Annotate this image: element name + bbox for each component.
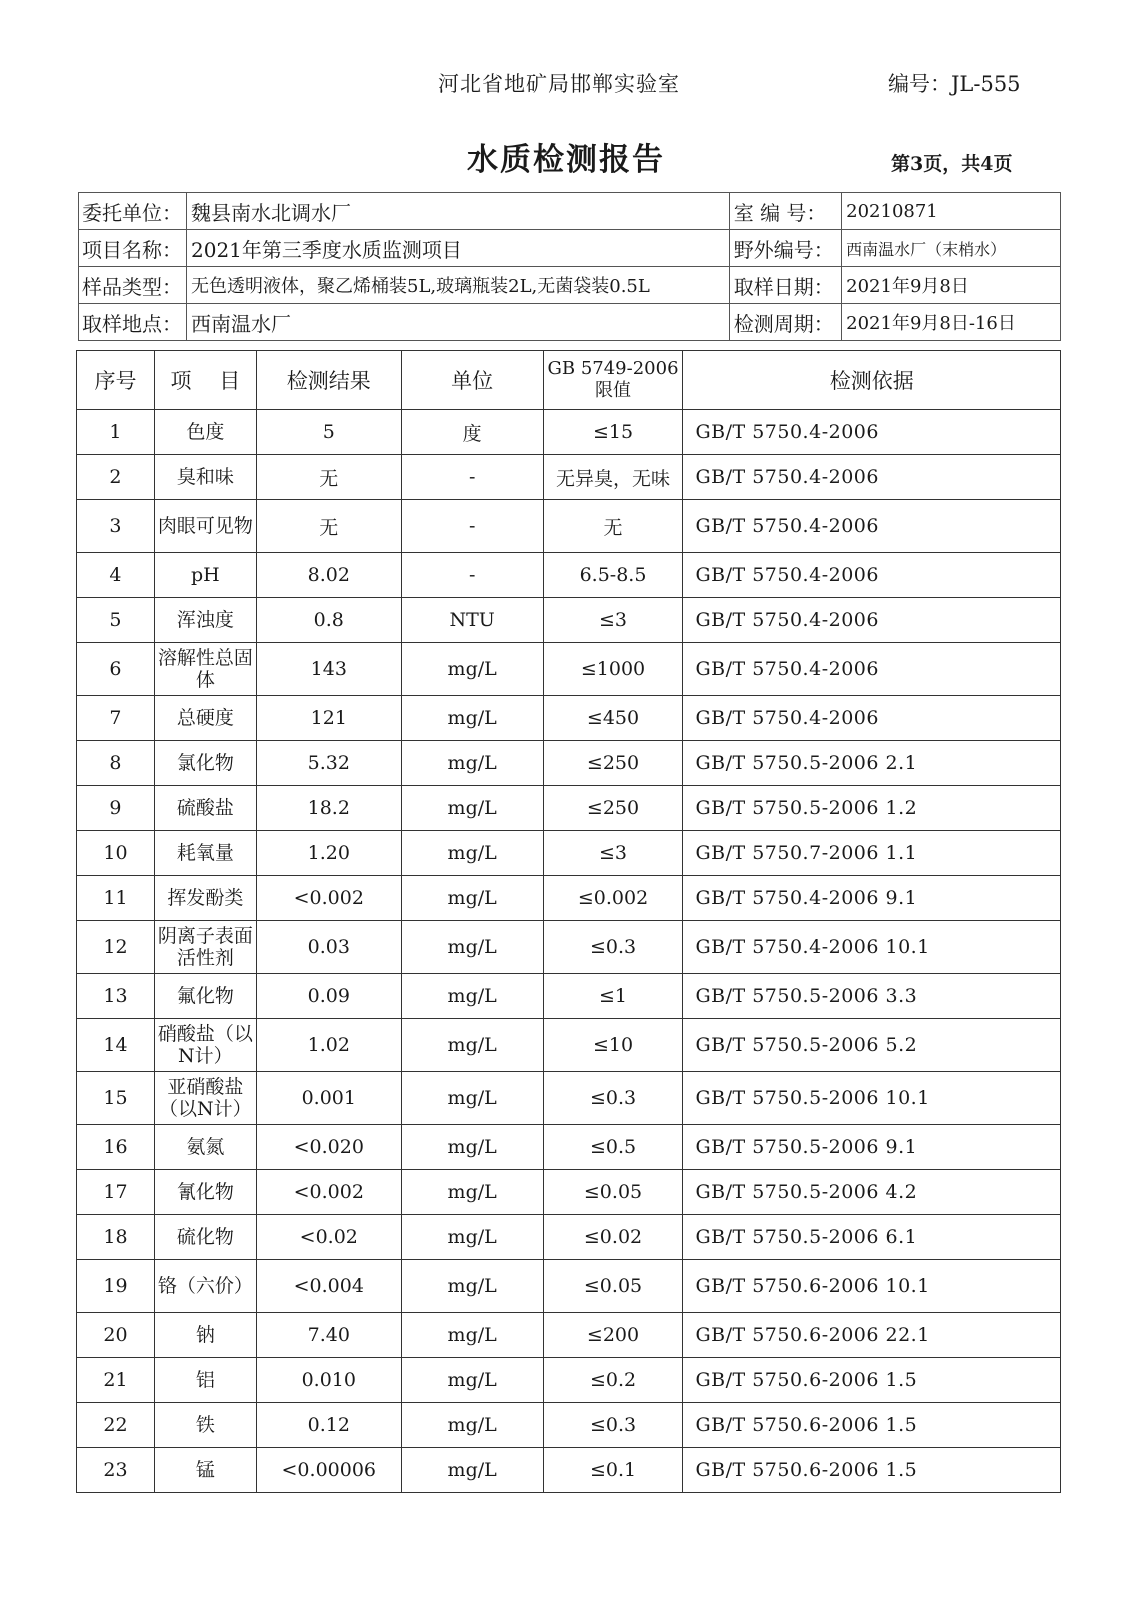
row-no: 6 — [77, 643, 155, 696]
row-item: 硫化物 — [154, 1215, 256, 1260]
header-unit: 单位 — [401, 351, 543, 410]
row-unit: mg/L — [401, 643, 543, 696]
row-result: <0.004 — [256, 1260, 401, 1313]
row-unit: mg/L — [401, 786, 543, 831]
table-row — [77, 1260, 1061, 1313]
table-row — [77, 831, 1061, 876]
header-item: 项 目 — [154, 351, 256, 410]
row-basis: GB/T 5750.7-2006 1.1 — [683, 831, 1061, 876]
row-item: 铁 — [154, 1403, 256, 1448]
row-basis: GB/T 5750.5-2006 5.2 — [683, 1019, 1061, 1072]
row-result: <0.002 — [256, 1170, 401, 1215]
row-item: 色度 — [154, 410, 256, 455]
row-item: 钠 — [154, 1313, 256, 1358]
header-basis: 检测依据 — [683, 351, 1061, 410]
row-limit: 无异臭，无味 — [543, 455, 683, 500]
row-basis: GB/T 5750.4-2006 10.1 — [683, 921, 1061, 974]
table-row — [77, 410, 1061, 455]
date-value: 2021年9月8日 — [842, 267, 1061, 304]
table-row — [77, 500, 1061, 553]
row-result: 0.09 — [256, 974, 401, 1019]
row-limit: ≤0.002 — [543, 876, 683, 921]
table-row — [77, 643, 1061, 696]
row-no: 9 — [77, 786, 155, 831]
info-row — [79, 193, 1061, 230]
row-basis: GB/T 5750.4-2006 9.1 — [683, 876, 1061, 921]
row-item: 氰化物 — [154, 1170, 256, 1215]
table-row — [77, 455, 1061, 500]
row-result: 无 — [256, 455, 401, 500]
info-row — [79, 230, 1061, 267]
row-unit: mg/L — [401, 1448, 543, 1493]
row-unit: mg/L — [401, 1215, 543, 1260]
row-result: 0.12 — [256, 1403, 401, 1448]
date-label: 取样日期： — [729, 267, 841, 304]
row-unit: - — [401, 553, 543, 598]
row-basis: GB/T 5750.5-2006 4.2 — [683, 1170, 1061, 1215]
table-row — [77, 1072, 1061, 1125]
report-code: 编号：JL-555 — [888, 72, 1021, 96]
table-row — [77, 921, 1061, 974]
row-limit: ≤0.02 — [543, 1215, 683, 1260]
row-limit: ≤200 — [543, 1313, 683, 1358]
row-no: 4 — [77, 553, 155, 598]
room-value: 20210871 — [842, 193, 1061, 230]
row-no: 23 — [77, 1448, 155, 1493]
row-item: 亚硝酸盐（以N计） — [154, 1072, 256, 1125]
row-limit: ≤0.05 — [543, 1260, 683, 1313]
room-label: 室 编 号： — [729, 193, 841, 230]
row-limit: ≤250 — [543, 741, 683, 786]
table-row — [77, 1125, 1061, 1170]
row-unit: mg/L — [401, 876, 543, 921]
row-result: <0.02 — [256, 1215, 401, 1260]
row-no: 16 — [77, 1125, 155, 1170]
header-no: 序号 — [77, 351, 155, 410]
row-limit: ≤450 — [543, 696, 683, 741]
row-no: 22 — [77, 1403, 155, 1448]
table-row — [77, 1358, 1061, 1403]
row-item: 氨氮 — [154, 1125, 256, 1170]
row-no: 14 — [77, 1019, 155, 1072]
row-result: 143 — [256, 643, 401, 696]
table-row — [77, 1403, 1061, 1448]
row-basis: GB/T 5750.5-2006 6.1 — [683, 1215, 1061, 1260]
lab-name: 河北省地矿局邯郸实验室 — [438, 72, 680, 96]
row-limit: ≤1000 — [543, 643, 683, 696]
sample-info-table — [78, 192, 1061, 341]
row-no: 18 — [77, 1215, 155, 1260]
row-no: 8 — [77, 741, 155, 786]
row-no: 11 — [77, 876, 155, 921]
row-limit: ≤0.3 — [543, 1403, 683, 1448]
row-item: 浑浊度 — [154, 598, 256, 643]
row-item: 肉眼可见物 — [154, 500, 256, 553]
row-limit: ≤3 — [543, 831, 683, 876]
row-no: 5 — [77, 598, 155, 643]
table-row — [77, 598, 1061, 643]
results-table — [76, 350, 1061, 1493]
type-value — [187, 267, 730, 304]
report-title: 水质检测报告 — [467, 142, 665, 178]
row-limit: ≤250 — [543, 786, 683, 831]
project-value: 2021年第三季度水质监测项目 — [187, 230, 730, 267]
row-limit: ≤3 — [543, 598, 683, 643]
row-no: 19 — [77, 1260, 155, 1313]
site-label: 取样地点： — [79, 304, 187, 341]
table-row — [77, 696, 1061, 741]
row-item: 总硬度 — [154, 696, 256, 741]
row-result: 5.32 — [256, 741, 401, 786]
row-no: 13 — [77, 974, 155, 1019]
row-item: 锰 — [154, 1448, 256, 1493]
row-limit: ≤15 — [543, 410, 683, 455]
table-row — [77, 1019, 1061, 1072]
row-result: 18.2 — [256, 786, 401, 831]
row-result: 无 — [256, 500, 401, 553]
table-row — [77, 1313, 1061, 1358]
header-limit: GB 5749-2006限值 — [543, 351, 683, 410]
row-unit: mg/L — [401, 1358, 543, 1403]
row-limit: ≤0.3 — [543, 921, 683, 974]
period-value: 2021年9月8日-16日 — [842, 304, 1061, 341]
row-basis: GB/T 5750.6-2006 1.5 — [683, 1448, 1061, 1493]
row-unit: 度 — [401, 410, 543, 455]
row-basis: GB/T 5750.4-2006 — [683, 696, 1061, 741]
row-limit: ≤1 — [543, 974, 683, 1019]
row-basis: GB/T 5750.6-2006 1.5 — [683, 1403, 1061, 1448]
row-limit: ≤0.05 — [543, 1170, 683, 1215]
site-value: 西南温水厂 — [187, 304, 730, 341]
row-result: 1.02 — [256, 1019, 401, 1072]
row-result: <0.020 — [256, 1125, 401, 1170]
row-result: 1.20 — [256, 831, 401, 876]
row-unit: mg/L — [401, 1019, 543, 1072]
row-no: 3 — [77, 500, 155, 553]
table-row — [77, 553, 1061, 598]
page-indicator: 第3页，共4页 — [891, 153, 1013, 175]
seal-stamp-edge — [1090, 682, 1118, 842]
row-result: 8.02 — [256, 553, 401, 598]
row-item: 挥发酚类 — [154, 876, 256, 921]
table-row — [77, 1170, 1061, 1215]
row-item: 硫酸盐 — [154, 786, 256, 831]
row-result: 0.03 — [256, 921, 401, 974]
row-item: 耗氧量 — [154, 831, 256, 876]
row-limit: ≤0.3 — [543, 1072, 683, 1125]
row-item: 溶解性总固体 — [154, 643, 256, 696]
client-label: 委托单位： — [79, 193, 187, 230]
row-result: 0.001 — [256, 1072, 401, 1125]
project-label: 项目名称： — [79, 230, 187, 267]
row-unit: mg/L — [401, 1313, 543, 1358]
row-basis: GB/T 5750.4-2006 — [683, 455, 1061, 500]
row-basis: GB/T 5750.6-2006 1.5 — [683, 1358, 1061, 1403]
row-basis: GB/T 5750.4-2006 — [683, 500, 1061, 553]
row-unit: mg/L — [401, 1260, 543, 1313]
row-limit: ≤0.1 — [543, 1448, 683, 1493]
field-text: 西南温水厂（末梢水） — [846, 239, 1007, 259]
info-row — [79, 304, 1061, 341]
row-no: 15 — [77, 1072, 155, 1125]
row-no: 21 — [77, 1358, 155, 1403]
row-unit: - — [401, 455, 543, 500]
row-no: 7 — [77, 696, 155, 741]
row-item: 铝 — [154, 1358, 256, 1403]
field-value — [842, 230, 1061, 267]
row-item: 硝酸盐（以N计） — [154, 1019, 256, 1072]
row-item: 铬（六价） — [154, 1260, 256, 1313]
row-basis: GB/T 5750.5-2006 10.1 — [683, 1072, 1061, 1125]
type-text: 无色透明液体，聚乙烯桶装5L,玻璃瓶装2L,无菌袋装0.5L — [191, 276, 650, 297]
row-basis: GB/T 5750.5-2006 2.1 — [683, 741, 1061, 786]
row-basis: GB/T 5750.5-2006 9.1 — [683, 1125, 1061, 1170]
row-unit: NTU — [401, 598, 543, 643]
field-label: 野外编号： — [729, 230, 841, 267]
table-row — [77, 876, 1061, 921]
results-header-row — [77, 351, 1061, 410]
client-value: 魏县南水北调水厂 — [187, 193, 730, 230]
row-no: 20 — [77, 1313, 155, 1358]
row-no: 10 — [77, 831, 155, 876]
row-unit: mg/L — [401, 696, 543, 741]
table-row — [77, 786, 1061, 831]
period-label: 检测周期： — [729, 304, 841, 341]
table-row — [77, 741, 1061, 786]
header-result: 检测结果 — [256, 351, 401, 410]
row-unit: mg/L — [401, 741, 543, 786]
row-limit: ≤0.5 — [543, 1125, 683, 1170]
row-unit: - — [401, 500, 543, 553]
row-item: 氟化物 — [154, 974, 256, 1019]
row-limit: ≤0.2 — [543, 1358, 683, 1403]
row-result: 5 — [256, 410, 401, 455]
row-no: 17 — [77, 1170, 155, 1215]
row-basis: GB/T 5750.6-2006 10.1 — [683, 1260, 1061, 1313]
row-unit: mg/L — [401, 921, 543, 974]
table-row — [77, 1215, 1061, 1260]
type-label: 样品类型： — [79, 267, 187, 304]
row-result: 0.010 — [256, 1358, 401, 1403]
row-item: 氯化物 — [154, 741, 256, 786]
row-no: 12 — [77, 921, 155, 974]
row-unit: mg/L — [401, 1403, 543, 1448]
row-result: 121 — [256, 696, 401, 741]
row-item: 阴离子表面活性剂 — [154, 921, 256, 974]
table-row — [77, 1448, 1061, 1493]
row-basis: GB/T 5750.5-2006 1.2 — [683, 786, 1061, 831]
row-result: <0.00006 — [256, 1448, 401, 1493]
row-basis: GB/T 5750.4-2006 — [683, 598, 1061, 643]
row-limit: ≤10 — [543, 1019, 683, 1072]
info-row — [79, 267, 1061, 304]
row-basis: GB/T 5750.5-2006 3.3 — [683, 974, 1061, 1019]
row-unit: mg/L — [401, 1125, 543, 1170]
row-basis: GB/T 5750.4-2006 — [683, 410, 1061, 455]
row-item: 臭和味 — [154, 455, 256, 500]
row-unit: mg/L — [401, 1072, 543, 1125]
row-no: 1 — [77, 410, 155, 455]
row-basis: GB/T 5750.4-2006 — [683, 643, 1061, 696]
table-row — [77, 974, 1061, 1019]
row-result: <0.002 — [256, 876, 401, 921]
row-limit: 6.5-8.5 — [543, 553, 683, 598]
row-unit: mg/L — [401, 1170, 543, 1215]
row-result: 0.8 — [256, 598, 401, 643]
row-item: pH — [154, 553, 256, 598]
row-unit: mg/L — [401, 974, 543, 1019]
row-limit: 无 — [543, 500, 683, 553]
row-basis: GB/T 5750.4-2006 — [683, 553, 1061, 598]
row-basis: GB/T 5750.6-2006 22.1 — [683, 1313, 1061, 1358]
row-unit: mg/L — [401, 831, 543, 876]
row-no: 2 — [77, 455, 155, 500]
row-result: 7.40 — [256, 1313, 401, 1358]
